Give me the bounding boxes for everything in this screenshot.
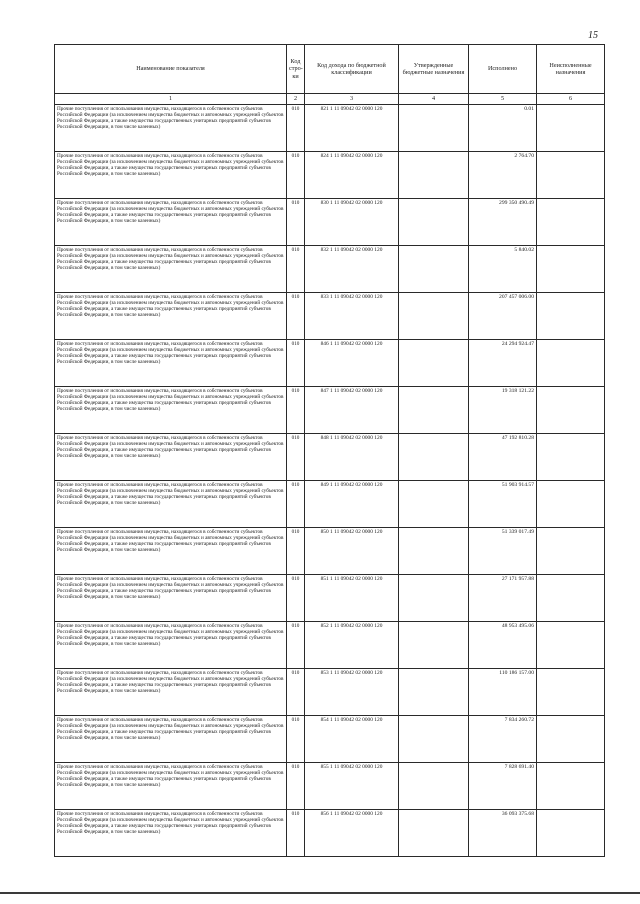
table-row: [55, 246, 605, 293]
row-name-cell: Прочие поступления от использования имущества, находящегося в собственности субъектов Российской Федерации (за исключением имущества бюджетных и автономных учреждений субъектов Российской Федерации, а также имущества государственных унитарных предприятий субъектов Российской Федерации, в том числе казенных): [55, 575, 287, 622]
row-income-code-cell: 821 1 11 09042 02 0000 120: [305, 105, 399, 152]
row-executed-cell: 51 339 017.49: [469, 528, 537, 575]
row-approved-cell: [399, 622, 469, 669]
row-income-code-cell: 851 1 11 09042 02 0000 120: [305, 575, 399, 622]
row-executed-cell: 19 318 121.22: [469, 387, 537, 434]
row-name-cell: Прочие поступления от использования имущества, находящегося в собственности субъектов Российской Федерации (за исключением имущества бюджетных и автономных учреждений субъектов Российской Федерации, а также имущества государственных унитарных предприятий субъектов Российской Федерации, в том числе казенных): [55, 246, 287, 293]
row-income-code-cell: 855 1 11 09042 02 0000 120: [305, 763, 399, 810]
row-name-cell: Прочие поступления от использования имущества, находящегося в собственности субъектов Российской Федерации (за исключением имущества бюджетных и автономных учреждений субъектов Российской Федерации, а также имущества государственных унитарных предприятий субъектов Российской Федерации, в том числе казенных): [55, 669, 287, 716]
row-income-code-cell: 848 1 11 09042 02 0000 120: [305, 434, 399, 481]
row-approved-cell: [399, 763, 469, 810]
row-unexecuted-cell: [537, 810, 605, 857]
row-unexecuted-cell: [537, 763, 605, 810]
table-row: [55, 763, 605, 810]
row-income-code-cell: 830 1 11 09042 02 0000 120: [305, 199, 399, 246]
row-unexecuted-cell: [537, 152, 605, 199]
row-approved-cell: [399, 387, 469, 434]
row-approved-cell: [399, 716, 469, 763]
row-name-cell: Прочие поступления от использования имущества, находящегося в собственности субъектов Российской Федерации (за исключением имущества бюджетных и автономных учреждений субъектов Российской Федерации, а также имущества государственных унитарных предприятий субъектов Российской Федерации, в том числе казенных): [55, 481, 287, 528]
scan-bottom-edge: [0, 892, 640, 894]
row-income-code-cell: 832 1 11 09042 02 0000 120: [305, 246, 399, 293]
row-name-cell: Прочие поступления от использования имущества, находящегося в собственности субъектов Российской Федерации (за исключением имущества бюджетных и автономных учреждений субъектов Российской Федерации, а также имущества государственных унитарных предприятий субъектов Российской Федерации, в том числе казенных): [55, 105, 287, 152]
row-approved-cell: [399, 810, 469, 857]
row-unexecuted-cell: [537, 246, 605, 293]
row-line-code-cell: 010: [287, 105, 305, 152]
row-line-code-cell: 010: [287, 481, 305, 528]
table-row: [55, 669, 605, 716]
table-row: [55, 481, 605, 528]
row-income-code-cell: 853 1 11 09042 02 0000 120: [305, 669, 399, 716]
row-executed-cell: 47 192 810.28: [469, 434, 537, 481]
row-name-cell: Прочие поступления от использования имущества, находящегося в собственности субъектов Российской Федерации (за исключением имущества бюджетных и автономных учреждений субъектов Российской Федерации, а также имущества государственных унитарных предприятий субъектов Российской Федерации, в том числе казенных): [55, 387, 287, 434]
table-row: [55, 105, 605, 152]
row-executed-cell: 2 764.70: [469, 152, 537, 199]
row-approved-cell: [399, 105, 469, 152]
row-approved-cell: [399, 669, 469, 716]
row-income-code-cell: 847 1 11 09042 02 0000 120: [305, 387, 399, 434]
row-approved-cell: [399, 293, 469, 340]
row-income-code-cell: 854 1 11 09042 02 0000 120: [305, 716, 399, 763]
table-body: [55, 105, 605, 857]
table-row: [55, 528, 605, 575]
row-line-code-cell: 010: [287, 810, 305, 857]
column-number: 5: [469, 94, 537, 105]
row-line-code-cell: 010: [287, 528, 305, 575]
row-name-cell: Прочие поступления от использования имущества, находящегося в собственности субъектов Российской Федерации (за исключением имущества бюджетных и автономных учреждений субъектов Российской Федерации, а также имущества государственных унитарных предприятий субъектов Российской Федерации, в том числе казенных): [55, 622, 287, 669]
row-line-code-cell: 010: [287, 716, 305, 763]
row-unexecuted-cell: [537, 387, 605, 434]
row-executed-cell: 7 828 691.40: [469, 763, 537, 810]
table-row: [55, 152, 605, 199]
row-approved-cell: [399, 481, 469, 528]
row-name-cell: Прочие поступления от использования имущества, находящегося в собственности субъектов Российской Федерации (за исключением имущества бюджетных и автономных учреждений субъектов Российской Федерации, а также имущества государственных унитарных предприятий субъектов Российской Федерации, в том числе казенных): [55, 810, 287, 857]
row-executed-cell: 51 903 914.57: [469, 481, 537, 528]
row-income-code-cell: 852 1 11 09042 02 0000 120: [305, 622, 399, 669]
header-name: Наименование показателя: [55, 45, 287, 94]
row-unexecuted-cell: [537, 622, 605, 669]
table-header-row: [55, 45, 605, 94]
row-unexecuted-cell: [537, 528, 605, 575]
row-line-code-cell: 010: [287, 293, 305, 340]
table-row: [55, 716, 605, 763]
table-row: [55, 575, 605, 622]
row-line-code-cell: 010: [287, 387, 305, 434]
header-approved: Утвержденные бюджетные назначения: [399, 45, 469, 94]
row-name-cell: Прочие поступления от использования имущества, находящегося в собственности субъектов Российской Федерации (за исключением имущества бюджетных и автономных учреждений субъектов Российской Федерации, а также имущества государственных унитарных предприятий субъектов Российской Федерации, в том числе казенных): [55, 340, 287, 387]
row-name-cell: Прочие поступления от использования имущества, находящегося в собственности субъектов Российской Федерации (за исключением имущества бюджетных и автономных учреждений субъектов Российской Федерации, а также имущества государственных унитарных предприятий субъектов Российской Федерации, в том числе казенных): [55, 293, 287, 340]
page-number: 15: [588, 30, 598, 41]
row-executed-cell: 0.01: [469, 105, 537, 152]
row-line-code-cell: 010: [287, 340, 305, 387]
row-income-code-cell: 833 1 11 09042 02 0000 120: [305, 293, 399, 340]
row-unexecuted-cell: [537, 293, 605, 340]
row-line-code-cell: 010: [287, 152, 305, 199]
row-income-code-cell: 824 1 11 09042 02 0000 120: [305, 152, 399, 199]
row-line-code-cell: 010: [287, 575, 305, 622]
column-number: 6: [537, 94, 605, 105]
row-approved-cell: [399, 528, 469, 575]
row-approved-cell: [399, 340, 469, 387]
row-unexecuted-cell: [537, 716, 605, 763]
row-line-code-cell: 010: [287, 246, 305, 293]
row-line-code-cell: 010: [287, 763, 305, 810]
row-executed-cell: 7 834 260.72: [469, 716, 537, 763]
row-unexecuted-cell: [537, 199, 605, 246]
row-name-cell: Прочие поступления от использования имущества, находящегося в собственности субъектов Российской Федерации (за исключением имущества бюджетных и автономных учреждений субъектов Российской Федерации, а также имущества государственных унитарных предприятий субъектов Российской Федерации, в том числе казенных): [55, 716, 287, 763]
column-number: 4: [399, 94, 469, 105]
table-row: [55, 387, 605, 434]
header-unexecuted: Неисполненные назначения: [537, 45, 605, 94]
column-number: 1: [55, 94, 287, 105]
row-executed-cell: 5 840.02: [469, 246, 537, 293]
row-name-cell: Прочие поступления от использования имущества, находящегося в собственности субъектов Российской Федерации (за исключением имущества бюджетных и автономных учреждений субъектов Российской Федерации, а также имущества государственных унитарных предприятий субъектов Российской Федерации, в том числе казенных): [55, 763, 287, 810]
row-line-code-cell: 010: [287, 434, 305, 481]
row-unexecuted-cell: [537, 105, 605, 152]
row-name-cell: Прочие поступления от использования имущества, находящегося в собственности субъектов Российской Федерации (за исключением имущества бюджетных и автономных учреждений субъектов Российской Федерации, а также имущества государственных унитарных предприятий субъектов Российской Федерации, в том числе казенных): [55, 528, 287, 575]
header-executed: Исполнено: [469, 45, 537, 94]
table-row: [55, 434, 605, 481]
row-income-code-cell: 856 1 11 09042 02 0000 120: [305, 810, 399, 857]
row-name-cell: Прочие поступления от использования имущества, находящегося в собственности субъектов Российской Федерации (за исключением имущества бюджетных и автономных учреждений субъектов Российской Федерации, а также имущества государственных унитарных предприятий субъектов Российской Федерации, в том числе казенных): [55, 434, 287, 481]
row-name-cell: Прочие поступления от использования имущества, находящегося в собственности субъектов Российской Федерации (за исключением имущества бюджетных и автономных учреждений субъектов Российской Федерации, а также имущества государственных унитарных предприятий субъектов Российской Федерации, в том числе казенных): [55, 152, 287, 199]
row-income-code-cell: 850 1 11 09042 02 0000 120: [305, 528, 399, 575]
row-approved-cell: [399, 434, 469, 481]
row-unexecuted-cell: [537, 340, 605, 387]
row-executed-cell: 207 457 006.00: [469, 293, 537, 340]
row-income-code-cell: 849 1 11 09042 02 0000 120: [305, 481, 399, 528]
header-line-code: Код стро-ки: [287, 45, 305, 94]
table-row: [55, 622, 605, 669]
row-executed-cell: 27 171 957.88: [469, 575, 537, 622]
row-unexecuted-cell: [537, 669, 605, 716]
header-income-code: Код дохода по бюджетной классификации: [305, 45, 399, 94]
row-line-code-cell: 010: [287, 669, 305, 716]
row-income-code-cell: 846 1 11 09042 02 0000 120: [305, 340, 399, 387]
row-approved-cell: [399, 575, 469, 622]
row-unexecuted-cell: [537, 575, 605, 622]
row-name-cell: Прочие поступления от использования имущества, находящегося в собственности субъектов Российской Федерации (за исключением имущества бюджетных и автономных учреждений субъектов Российской Федерации, а также имущества государственных унитарных предприятий субъектов Российской Федерации, в том числе казенных): [55, 199, 287, 246]
row-unexecuted-cell: [537, 481, 605, 528]
income-report-table: [54, 44, 605, 857]
row-approved-cell: [399, 152, 469, 199]
row-executed-cell: 110 186 157.00: [469, 669, 537, 716]
table-row: [55, 810, 605, 857]
row-line-code-cell: 010: [287, 622, 305, 669]
row-executed-cell: 48 953 495.06: [469, 622, 537, 669]
row-executed-cell: 24 294 924.47: [469, 340, 537, 387]
row-unexecuted-cell: [537, 434, 605, 481]
row-approved-cell: [399, 199, 469, 246]
table-row: [55, 293, 605, 340]
row-executed-cell: 36 093 375.68: [469, 810, 537, 857]
row-executed-cell: 299 350 490.49: [469, 199, 537, 246]
row-approved-cell: [399, 246, 469, 293]
column-number-row: [55, 94, 605, 105]
column-number: 2: [287, 94, 305, 105]
column-number: 3: [305, 94, 399, 105]
row-line-code-cell: 010: [287, 199, 305, 246]
table-row: [55, 199, 605, 246]
table-row: [55, 340, 605, 387]
